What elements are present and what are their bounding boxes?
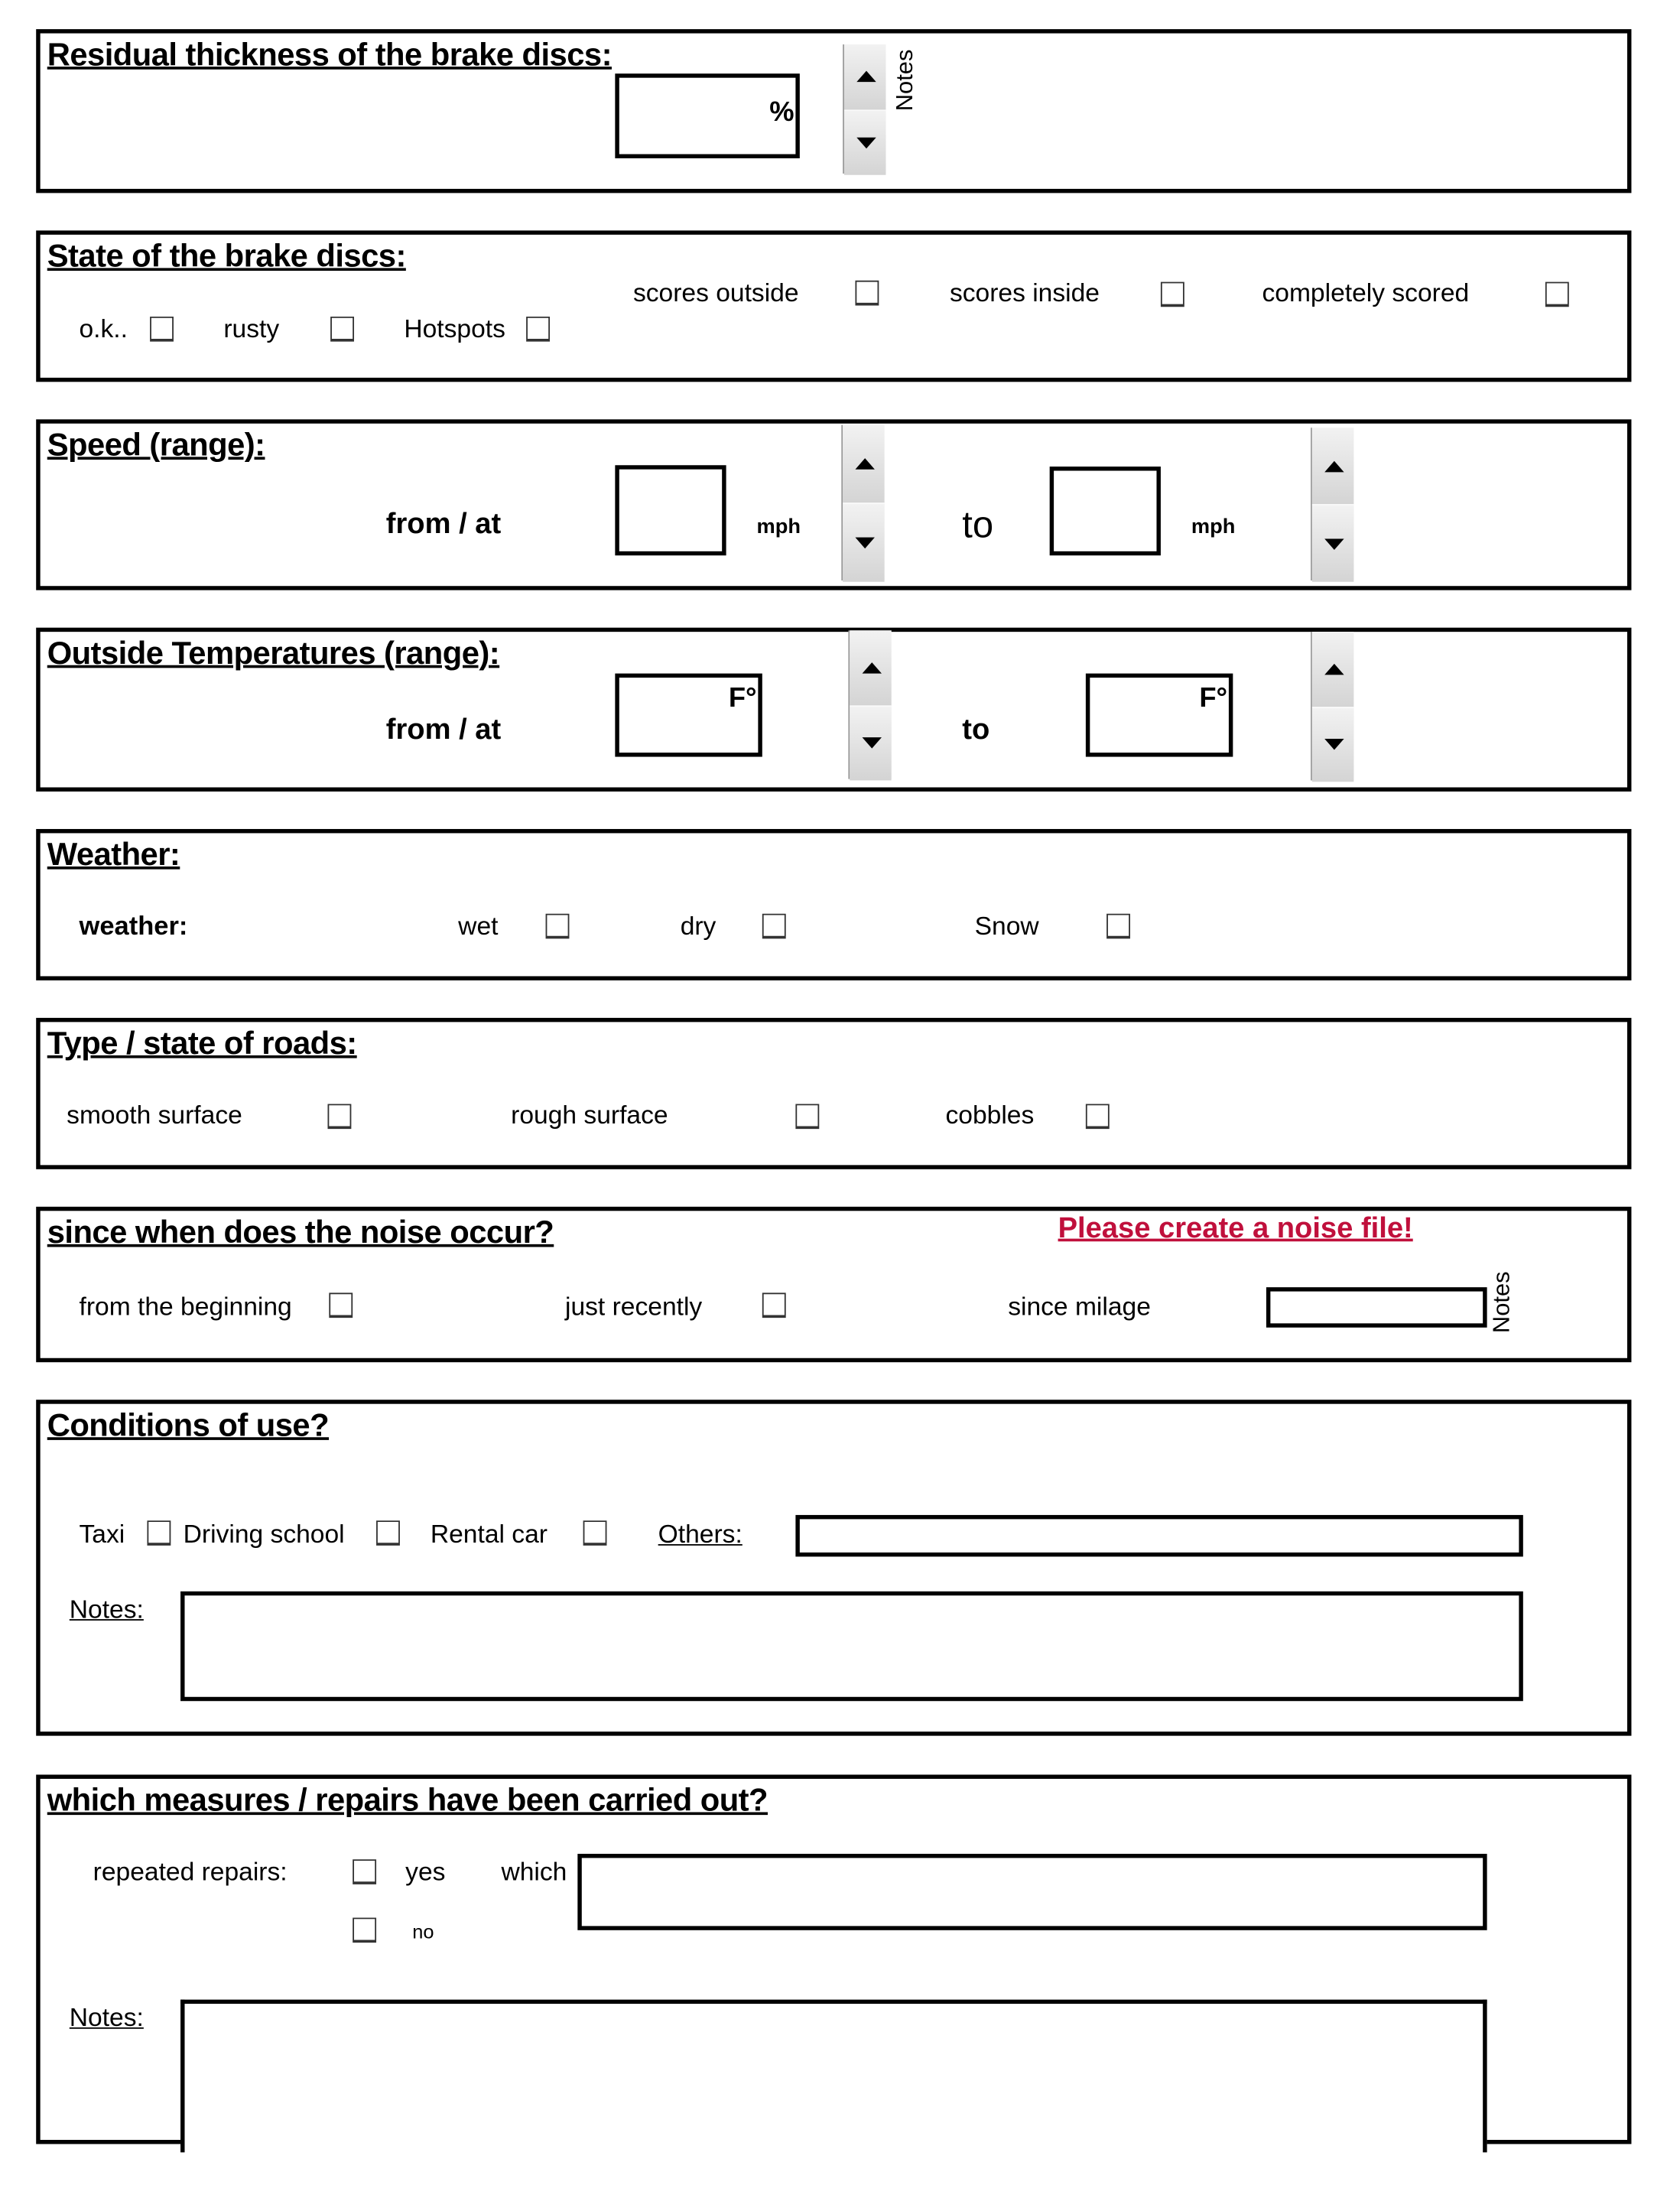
option-label: from the beginning: [79, 1291, 292, 1321]
option-label: just recently: [564, 1291, 703, 1321]
which-label: which: [501, 1856, 567, 1886]
repeated-repairs-label: repeated repairs:: [93, 1856, 288, 1886]
speed-to-input[interactable]: [1050, 467, 1161, 555]
option-label: cobbles: [945, 1100, 1035, 1130]
option-label: scores outside: [632, 278, 799, 307]
speed-to-spinner[interactable]: [1311, 428, 1353, 580]
completely-scored-checkbox[interactable]: [1545, 282, 1569, 307]
notes-link[interactable]: Notes: [1488, 1271, 1515, 1334]
option-label: Driving school: [183, 1519, 345, 1549]
spin-up-button[interactable]: [1312, 632, 1353, 706]
arrow-down-icon: [1324, 739, 1344, 750]
section-title: Outside Temperatures (range):: [47, 634, 500, 671]
spin-down-button[interactable]: [1312, 706, 1353, 782]
hotspots-checkbox[interactable]: [526, 317, 550, 342]
speed-from-spinner[interactable]: [841, 425, 884, 580]
noise-file-link[interactable]: Please create a noise file!: [1058, 1212, 1413, 1244]
rough-surface-checkbox[interactable]: [795, 1104, 819, 1129]
taxi-checkbox[interactable]: [147, 1520, 171, 1546]
residual-thickness-section: [36, 29, 1631, 193]
conditions-notes-textarea[interactable]: [180, 1592, 1523, 1701]
option-label: scores inside: [949, 278, 1100, 307]
which-repairs-input[interactable]: [577, 1854, 1487, 1930]
option-label: dry: [680, 911, 717, 941]
option-label: rough surface: [511, 1100, 668, 1130]
arrow-up-icon: [856, 71, 876, 83]
to-label: to: [962, 714, 990, 746]
spin-down-button[interactable]: [843, 502, 884, 581]
snow-checkbox[interactable]: [1106, 914, 1130, 939]
mph-unit: mph: [1191, 515, 1236, 539]
milage-label: since milage: [1008, 1291, 1151, 1321]
arrow-up-icon: [863, 662, 882, 674]
section-title: Conditions of use?: [47, 1406, 330, 1443]
fahrenheit-unit: F°: [728, 683, 757, 714]
others-input[interactable]: [795, 1515, 1522, 1556]
roads-section: [36, 1018, 1631, 1169]
option-label: Taxi: [79, 1519, 125, 1549]
fahrenheit-unit: F°: [1199, 683, 1228, 714]
weather-label: weather:: [79, 912, 188, 942]
to-label: to: [962, 504, 994, 546]
residual-spinner[interactable]: [843, 44, 885, 174]
residual-thickness-input[interactable]: [615, 73, 799, 158]
no-label: no: [412, 1920, 434, 1943]
others-label: Others:: [658, 1519, 743, 1549]
scores-inside-checkbox[interactable]: [1161, 282, 1184, 307]
driving-school-checkbox[interactable]: [376, 1520, 400, 1546]
notes-link[interactable]: Notes: [891, 49, 918, 112]
from-label: from / at: [385, 714, 502, 746]
notes-label: Notes:: [69, 1594, 144, 1624]
section-title: which measures / repairs have been carried out?: [47, 1781, 768, 1818]
temperature-section: [36, 628, 1631, 792]
mph-unit: mph: [756, 515, 801, 539]
measures-notes-textarea[interactable]: [180, 2000, 1487, 2153]
section-title: Weather:: [47, 836, 180, 873]
rusty-checkbox[interactable]: [330, 317, 354, 342]
spin-up-button[interactable]: [1312, 428, 1353, 504]
cobbles-checkbox[interactable]: [1086, 1104, 1110, 1129]
option-label: o.k..: [79, 314, 128, 343]
dry-checkbox[interactable]: [762, 914, 786, 939]
section-title: Type / state of roads:: [47, 1024, 357, 1062]
option-label: Hotspots: [404, 314, 505, 343]
from-beginning-checkbox[interactable]: [329, 1292, 353, 1318]
option-label: smooth surface: [67, 1100, 242, 1130]
option-label: Rental car: [430, 1519, 548, 1549]
option-label: completely scored: [1262, 278, 1470, 307]
repairs-no-checkbox[interactable]: [353, 1917, 376, 1943]
weather-section: [36, 829, 1631, 980]
spin-up-button[interactable]: [844, 44, 885, 109]
scores-outside-checkbox[interactable]: [855, 281, 879, 306]
option-label: Snow: [974, 911, 1039, 941]
temp-from-spinner[interactable]: [848, 630, 891, 779]
option-label: wet: [458, 911, 499, 941]
yes-label: yes: [405, 1856, 446, 1886]
milage-input[interactable]: [1266, 1287, 1487, 1328]
arrow-up-icon: [855, 458, 874, 470]
ok-checkbox[interactable]: [150, 317, 174, 342]
percent-unit: %: [769, 97, 795, 128]
arrow-down-icon: [855, 538, 874, 549]
spin-down-button[interactable]: [850, 704, 891, 780]
arrow-down-icon: [863, 738, 882, 749]
spin-down-button[interactable]: [844, 109, 885, 175]
spin-up-button[interactable]: [843, 425, 884, 503]
option-label: rusty: [223, 314, 280, 343]
just-recently-checkbox[interactable]: [762, 1292, 786, 1318]
section-title: State of the brake discs:: [47, 237, 406, 274]
spin-down-button[interactable]: [1312, 504, 1353, 582]
section-title: Speed (range):: [47, 426, 265, 463]
speed-from-input[interactable]: [615, 465, 726, 555]
arrow-up-icon: [1324, 663, 1344, 675]
arrow-down-icon: [856, 137, 876, 148]
section-title: Residual thickness of the brake discs:: [47, 36, 612, 73]
speed-section: [36, 419, 1631, 590]
spin-up-button[interactable]: [850, 630, 891, 704]
notes-label: Notes:: [69, 2002, 144, 2032]
arrow-up-icon: [1324, 460, 1344, 472]
repairs-yes-checkbox[interactable]: [353, 1859, 376, 1884]
smooth-surface-checkbox[interactable]: [328, 1104, 352, 1129]
wet-checkbox[interactable]: [546, 914, 570, 939]
section-title: since when does the noise occur?: [47, 1213, 554, 1250]
temp-from-input[interactable]: [615, 674, 762, 757]
temp-to-input[interactable]: [1086, 674, 1233, 757]
from-label: from / at: [385, 508, 502, 541]
temp-to-spinner[interactable]: [1311, 632, 1353, 780]
arrow-down-icon: [1324, 538, 1344, 550]
rental-car-checkbox[interactable]: [583, 1520, 607, 1546]
